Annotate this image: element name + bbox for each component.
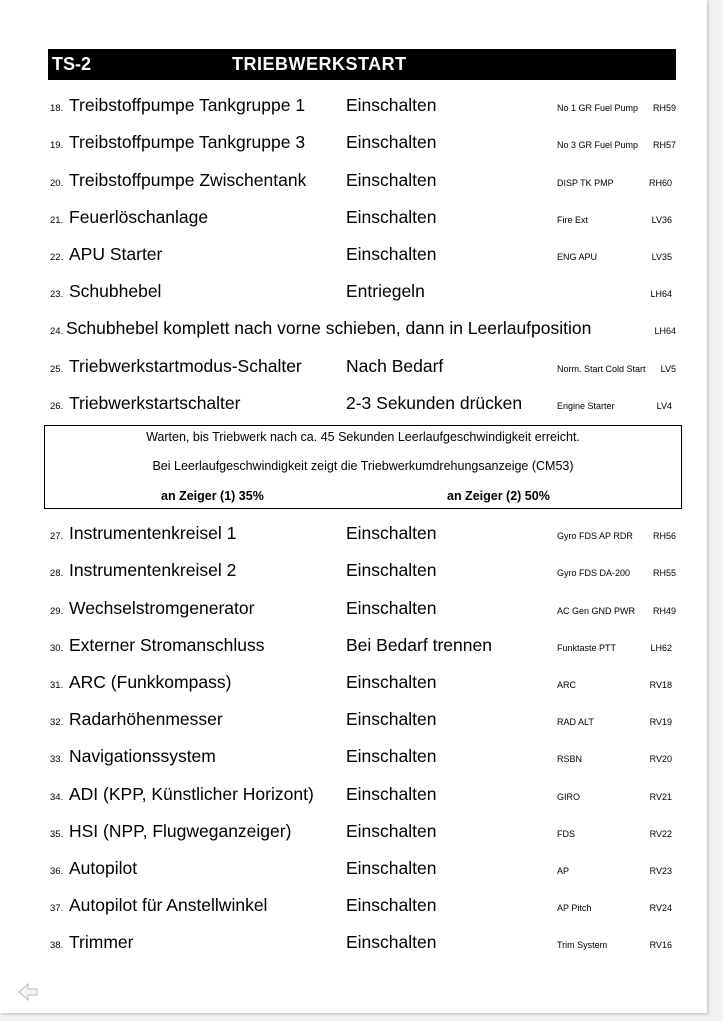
step-reference: No 3 GR Fuel Pump <box>557 140 639 150</box>
step-action: Einschalten <box>346 784 437 804</box>
checklist-row <box>48 352 676 380</box>
section-header <box>48 49 676 80</box>
step-number: 26. <box>50 401 64 412</box>
step-label: Treibstoffpumpe Tankgruppe 3 <box>69 132 306 152</box>
step-action: Einschalten <box>346 821 437 841</box>
step-action: Einschalten <box>346 858 437 878</box>
note-line-2: Bei Leerlaufgeschwindigkeit zeigt die Triebwerkumdrehungsanzeige (CM53) <box>152 459 574 473</box>
step-number: 27. <box>50 531 64 542</box>
checklist-row <box>48 817 676 845</box>
step-reference: ARC <box>557 680 577 690</box>
checklist-row <box>48 556 676 584</box>
step-reference: Gyro FDS AP RDR <box>557 531 633 541</box>
checklist-row <box>48 389 676 417</box>
step-label: Instrumentenkreisel 2 <box>69 560 237 580</box>
step-code: LV5 <box>660 364 676 374</box>
step-code: RH56 <box>652 531 676 541</box>
step-reference: FDS <box>557 829 575 839</box>
step-code: RV20 <box>649 754 672 764</box>
step-action: 2-3 Sekunden drücken <box>346 393 523 413</box>
step-reference: Trim System <box>557 940 608 950</box>
step-label: Schubhebel komplett nach vorne schieben, dann in Leerlaufposition <box>66 318 592 338</box>
step-reference: No 1 GR Fuel Pump <box>557 103 639 113</box>
step-action: Einschalten <box>346 207 437 227</box>
step-label: Feuerlöschanlage <box>69 207 209 227</box>
step-code: RH55 <box>652 568 676 578</box>
checklist-row <box>48 91 676 119</box>
note-zeiger-2: an Zeiger (2) 50% <box>447 489 550 503</box>
step-reference: RSBN <box>557 754 583 764</box>
step-number: 20. <box>50 178 64 189</box>
step-reference: AP <box>557 866 570 876</box>
step-label: APU Starter <box>69 244 163 264</box>
checklist-row <box>48 240 676 268</box>
step-reference: ENG APU <box>557 252 598 262</box>
step-action: Einschalten <box>346 132 437 152</box>
step-code: RV21 <box>649 792 672 802</box>
step-code: RV22 <box>649 829 672 839</box>
step-number: 29. <box>50 606 64 617</box>
step-code: RV23 <box>649 866 672 876</box>
step-code: RH57 <box>652 140 676 150</box>
step-action: Einschalten <box>346 672 437 692</box>
step-action: Nach Bedarf <box>346 356 444 376</box>
step-label: Externer Stromanschluss <box>69 635 265 655</box>
step-reference: Engine Starter <box>557 401 615 411</box>
note-zeiger-1: an Zeiger (1) 35% <box>161 489 264 503</box>
step-action: Einschalten <box>346 709 437 729</box>
step-reference: Norm. Start Cold Start <box>557 364 646 374</box>
step-action: Einschalten <box>346 244 437 264</box>
step-reference: DISP TK PMP <box>557 178 614 188</box>
step-number: 32. <box>50 717 64 728</box>
step-action: Einschalten <box>346 523 437 543</box>
step-reference: RAD ALT <box>557 717 594 727</box>
step-code: RH49 <box>652 606 676 616</box>
step-number: 25. <box>50 364 64 375</box>
step-action: Einschalten <box>346 95 437 115</box>
step-action: Bei Bedarf trennen <box>346 635 492 655</box>
checklist-row <box>48 631 676 659</box>
back-arrow-icon[interactable] <box>16 980 40 1004</box>
step-code: LV4 <box>656 401 672 411</box>
step-action: Einschalten <box>346 746 437 766</box>
step-code: LH64 <box>654 326 676 336</box>
step-number: 19. <box>50 140 64 151</box>
step-number: 23. <box>50 289 64 300</box>
viewer-background <box>707 0 723 1021</box>
checklist-row <box>48 519 676 547</box>
checklist-row <box>48 594 676 622</box>
step-label: Triebwerkstartschalter <box>69 393 241 413</box>
step-reference: GIRO <box>557 792 581 802</box>
viewer-background-bottom <box>0 1013 723 1021</box>
step-number: 21. <box>50 215 64 226</box>
checklist-row <box>48 277 676 305</box>
checklist-row <box>48 742 676 770</box>
step-number: 35. <box>50 829 64 840</box>
checklist-row <box>48 166 676 194</box>
step-label: Autopilot <box>69 858 138 878</box>
step-code: LH64 <box>650 289 672 299</box>
step-label: Treibstoffpumpe Zwischentank <box>69 170 307 190</box>
checklist-row <box>48 203 676 231</box>
step-code: RV16 <box>649 940 672 950</box>
step-label: Wechselstromgenerator <box>69 598 255 618</box>
step-number: 22. <box>50 252 64 263</box>
step-label: Radarhöhenmesser <box>69 709 223 729</box>
step-reference: Gyro FDS DA-200 <box>557 568 631 578</box>
info-note-box <box>44 425 682 509</box>
step-code: LV35 <box>651 252 672 262</box>
step-action: Einschalten <box>346 895 437 915</box>
step-action: Einschalten <box>346 932 437 952</box>
step-label: Navigationssystem <box>69 746 216 766</box>
checklist-row <box>48 705 676 733</box>
step-number: 28. <box>50 568 64 579</box>
section-title: TRIEBWERKSTART <box>232 54 407 74</box>
step-reference: Fire Ext <box>557 215 589 225</box>
step-action: Einschalten <box>346 170 437 190</box>
step-action: Einschalten <box>346 560 437 580</box>
step-label: Instrumentenkreisel 1 <box>69 523 237 543</box>
step-code: RV18 <box>649 680 672 690</box>
checklist-row <box>48 854 676 882</box>
step-action: Entriegeln <box>346 281 425 301</box>
step-code: RV19 <box>649 717 672 727</box>
checklist-row <box>48 668 676 696</box>
step-number: 36. <box>50 866 64 877</box>
step-label: Triebwerkstartmodus-Schalter <box>69 356 302 376</box>
step-label: Trimmer <box>69 932 134 952</box>
step-label: ADI (KPP, Künstlicher Horizont) <box>69 784 314 804</box>
step-label: Schubhebel <box>69 281 162 301</box>
step-number: 34. <box>50 792 64 803</box>
step-label: HSI (NPP, Flugweganzeiger) <box>69 821 292 841</box>
step-code: RV24 <box>649 903 672 913</box>
step-code: RH60 <box>648 178 672 188</box>
section-code: TS-2 <box>52 54 92 74</box>
step-label: ARC (Funkkompass) <box>69 672 232 692</box>
step-reference: AC Gen GND PWR <box>557 606 636 616</box>
step-number: 24. <box>50 326 64 337</box>
checklist-row <box>48 780 676 808</box>
checklist-row <box>48 314 676 342</box>
step-label: Treibstoffpumpe Tankgruppe 1 <box>69 95 306 115</box>
step-reference: Funktaste PTT <box>557 643 617 653</box>
step-label: Autopilot für Anstellwinkel <box>69 895 268 915</box>
checklist-row <box>48 891 676 919</box>
checklist-row <box>48 128 676 156</box>
step-code: LV36 <box>651 215 672 225</box>
step-number: 38. <box>50 940 64 951</box>
note-line-1: Warten, bis Triebwerk nach ca. 45 Sekunden Leerlaufgeschwindigkeit erreicht. <box>146 430 580 444</box>
step-number: 31. <box>50 680 64 691</box>
step-number: 30. <box>50 643 64 654</box>
step-code: LH62 <box>650 643 672 653</box>
step-number: 37. <box>50 903 64 914</box>
step-action: Einschalten <box>346 598 437 618</box>
step-code: RH59 <box>652 103 676 113</box>
checklist-row <box>48 928 676 956</box>
step-number: 33. <box>50 754 64 765</box>
step-reference: AP Pitch <box>557 903 592 913</box>
step-number: 18. <box>50 103 64 114</box>
